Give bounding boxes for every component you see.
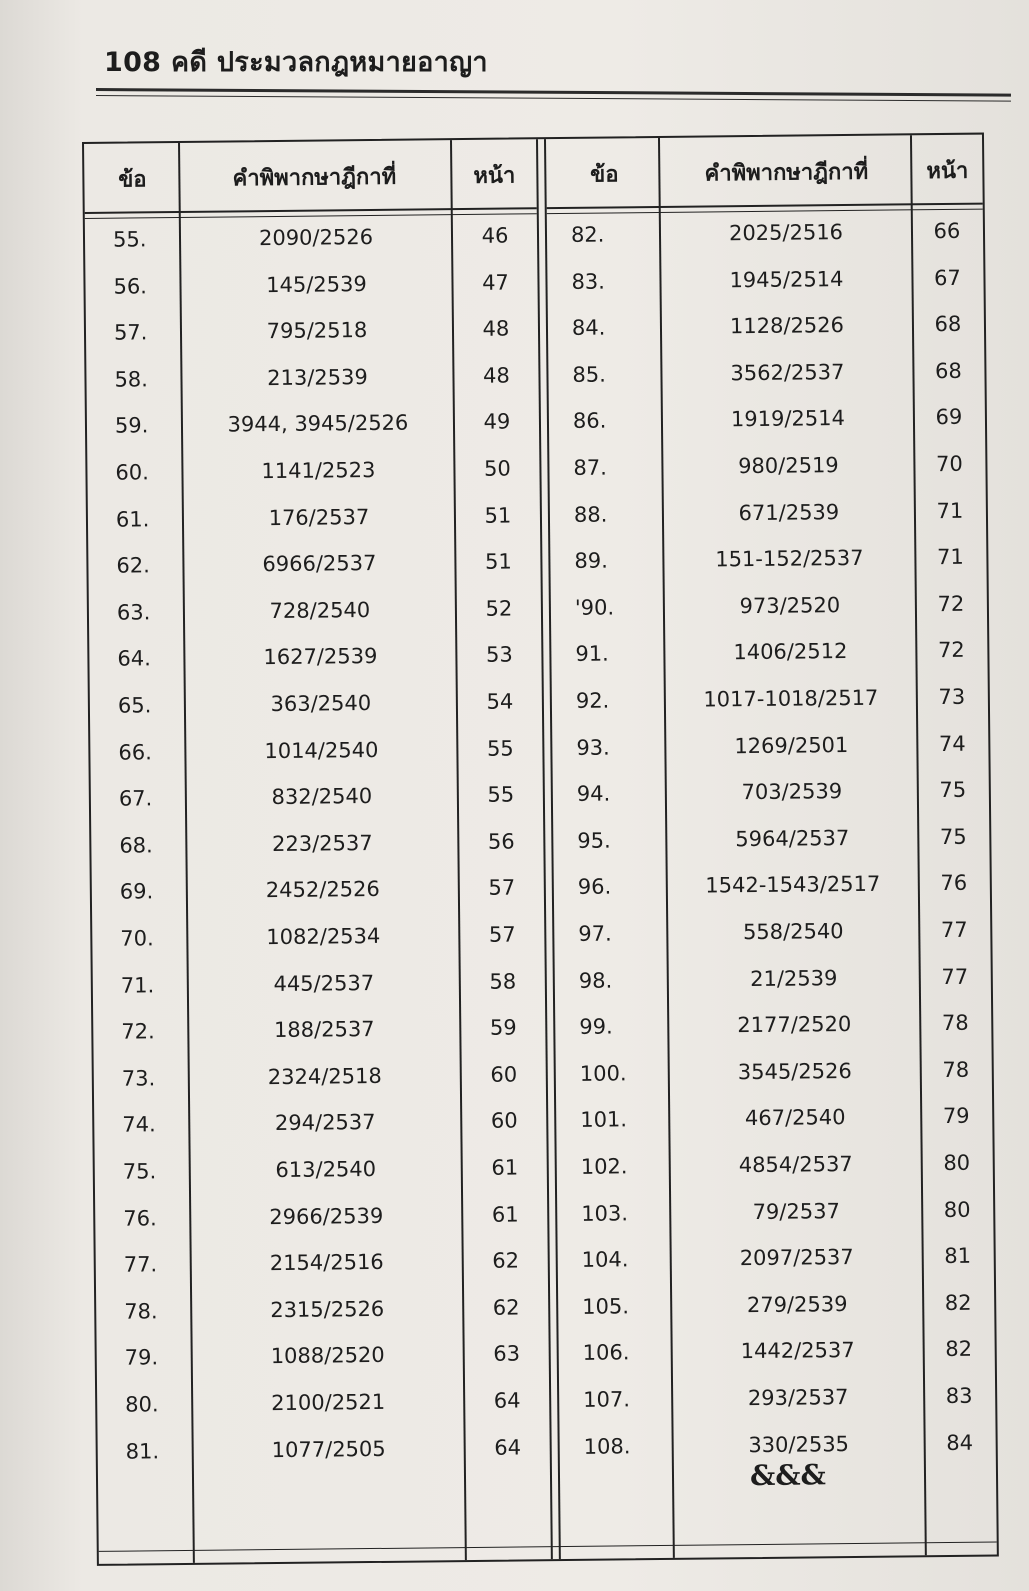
cell-case: 3944, 3945/2526 — [227, 410, 409, 437]
table-row — [88, 495, 540, 547]
table-row — [554, 863, 990, 915]
table-row — [92, 868, 544, 920]
cell-page: 84 — [946, 1430, 974, 1455]
cell-page: 51 — [484, 549, 512, 574]
table-row — [559, 1376, 995, 1428]
cell-case: 703/2539 — [741, 779, 843, 805]
header-rule-thin — [96, 95, 1011, 102]
cell-page: 64 — [493, 1388, 521, 1413]
cell-case: 1269/2501 — [734, 732, 849, 758]
cell-no: 104. — [581, 1247, 629, 1273]
cell-no: 56. — [113, 273, 148, 299]
cell-no: 92. — [575, 688, 610, 713]
cell-page: 82 — [945, 1337, 973, 1362]
table-row — [96, 1240, 548, 1292]
table-row — [96, 1287, 548, 1339]
cell-case: 728/2540 — [269, 597, 371, 623]
cell-no: 68. — [119, 833, 153, 858]
cell-page: 83 — [945, 1383, 973, 1409]
table-row — [87, 448, 539, 500]
cell-case: 1406/2512 — [733, 639, 848, 665]
table-row — [552, 723, 988, 775]
cell-no: 84. — [571, 315, 606, 341]
table-row — [86, 355, 538, 407]
cell-page: 69 — [935, 405, 963, 430]
cell-page: 71 — [936, 498, 964, 523]
cell-case: 293/2537 — [747, 1385, 849, 1411]
table-row — [559, 1422, 995, 1474]
cell-case: 145/2539 — [266, 271, 367, 297]
cell-page: 73 — [938, 684, 966, 710]
cell-case: 2097/2537 — [739, 1245, 854, 1271]
cell-no: 69. — [119, 879, 154, 905]
cell-page: 80 — [943, 1197, 971, 1222]
cell-no: 73. — [121, 1066, 156, 1091]
cell-case: 445/2537 — [273, 970, 375, 996]
cell-page: 48 — [482, 316, 510, 342]
table-row — [557, 1143, 993, 1195]
cell-case: 4854/2537 — [738, 1151, 853, 1178]
cell-case: 613/2540 — [275, 1156, 377, 1183]
cell-no: 57. — [113, 320, 148, 345]
cell-page: 60 — [490, 1062, 518, 1087]
cell-case: 294/2537 — [274, 1110, 376, 1136]
table-row — [93, 1007, 545, 1059]
cell-page: 46 — [481, 223, 509, 248]
table-row — [89, 588, 541, 640]
cell-case: 1542-1543/2517 — [705, 872, 881, 898]
table-row — [95, 1194, 547, 1246]
cell-page: 56 — [487, 829, 515, 854]
cell-no: 88. — [573, 502, 608, 527]
table-row — [90, 728, 542, 780]
cell-case: 3562/2537 — [730, 359, 845, 386]
cell-page: 81 — [944, 1243, 972, 1269]
table-row — [557, 1189, 993, 1241]
table-row — [86, 308, 538, 360]
cell-no: 94. — [576, 781, 611, 807]
cell-case: 1077/2505 — [271, 1436, 386, 1462]
cell-no: 101. — [580, 1107, 628, 1133]
cell-no: 95. — [577, 828, 611, 853]
cell-case: 2177/2520 — [737, 1012, 852, 1038]
cell-case: 1627/2539 — [263, 644, 378, 670]
cell-page: 63 — [493, 1341, 521, 1367]
cell-case: 6966/2537 — [262, 551, 377, 577]
table-row — [556, 1049, 992, 1101]
cell-case: 151-152/2537 — [715, 546, 864, 572]
table-row — [551, 583, 987, 635]
cell-case: 1082/2534 — [266, 923, 381, 950]
cell-no: 102. — [580, 1154, 628, 1179]
cell-case: 223/2537 — [271, 830, 373, 856]
cell-page: 78 — [941, 1010, 969, 1036]
cell-no: 93. — [576, 735, 610, 760]
cell-case: 558/2540 — [742, 919, 844, 945]
cell-case: 363/2540 — [270, 691, 372, 717]
table-row — [549, 444, 985, 496]
cell-case: 671/2539 — [738, 499, 840, 525]
cell-page: 47 — [481, 270, 509, 295]
cell-no: 67. — [118, 786, 153, 811]
cell-no: 74. — [122, 1112, 156, 1138]
header-no: ข้อ — [118, 167, 147, 193]
cell-no: 97. — [578, 921, 612, 946]
cell-page: 66 — [933, 218, 961, 244]
table-row — [553, 770, 989, 822]
table-row — [94, 1054, 546, 1106]
cell-case: 973/2520 — [739, 592, 841, 618]
table-row — [85, 262, 537, 314]
table-row — [89, 635, 541, 687]
table-row — [548, 304, 984, 356]
cell-no: 105. — [582, 1294, 630, 1319]
cell-page: 77 — [941, 964, 969, 989]
cell-case: 330/2535 — [748, 1431, 850, 1457]
cell-no: 75. — [122, 1159, 157, 1184]
cell-case: 467/2540 — [744, 1105, 846, 1131]
cell-case: 2090/2526 — [258, 224, 374, 251]
cell-no: 87. — [573, 455, 607, 480]
cell-no: 99. — [579, 1014, 613, 1040]
cell-page: 57 — [488, 922, 516, 947]
cell-no: 96. — [577, 874, 612, 900]
cell-case: 2324/2518 — [267, 1063, 382, 1089]
cell-no: 72. — [121, 1019, 155, 1044]
table-row — [559, 1329, 995, 1381]
header-page: หน้า — [926, 158, 969, 185]
cell-case: 1945/2514 — [729, 266, 844, 292]
cell-no: 83. — [571, 269, 606, 294]
table-row — [87, 402, 539, 454]
cell-case: 279/2539 — [746, 1291, 848, 1317]
cell-case: 2966/2539 — [269, 1203, 384, 1229]
cell-page: 67 — [933, 265, 961, 290]
cell-case: 188/2537 — [273, 1017, 375, 1043]
cell-no: 64. — [117, 646, 151, 672]
cell-page: 72 — [937, 591, 965, 616]
cell-case: 79/2537 — [752, 1198, 840, 1224]
cell-page: 51 — [484, 503, 512, 528]
cell-no: 79. — [124, 1345, 159, 1371]
cell-page: 75 — [939, 824, 967, 849]
cell-page: 62 — [492, 1295, 520, 1320]
cell-no: 81. — [125, 1438, 160, 1464]
cell-no: 98. — [578, 968, 613, 993]
table-row — [88, 541, 540, 593]
cell-page: 62 — [492, 1248, 520, 1273]
cell-no: 59. — [114, 413, 149, 439]
cell-no: 61. — [115, 506, 150, 532]
cell-case: 2100/2521 — [271, 1389, 386, 1416]
cell-page: 54 — [486, 689, 514, 714]
cell-case: 2154/2516 — [269, 1250, 384, 1276]
cell-page: 60 — [490, 1108, 518, 1134]
table-row — [97, 1380, 549, 1432]
cell-case: 21/2539 — [750, 965, 838, 991]
cell-case: 1128/2526 — [729, 313, 845, 339]
table-row — [555, 1003, 991, 1055]
cell-page: 70 — [935, 451, 963, 477]
table-row — [85, 215, 537, 267]
cell-case: 1014/2540 — [264, 737, 379, 763]
cell-no: 58. — [114, 367, 149, 392]
cell-page: 68 — [934, 358, 962, 383]
cell-no: 91. — [575, 641, 609, 667]
table-row — [558, 1236, 994, 1288]
header-case: คำพิพากษาฎีกาที่ — [232, 164, 397, 192]
header-no: ข้อ — [590, 162, 619, 188]
cell-page: 61 — [491, 1155, 519, 1180]
page-title: 108 คดี ประมวลกฎหมายอาญา — [104, 47, 488, 78]
cell-page: 82 — [944, 1290, 972, 1315]
cell-no: 108. — [583, 1433, 631, 1459]
table-row — [548, 350, 984, 402]
table-row — [94, 1101, 546, 1153]
cell-case: 1088/2520 — [270, 1343, 385, 1369]
cell-page: 55 — [486, 736, 514, 761]
cell-case: 5964/2537 — [735, 825, 850, 851]
cell-no: 78. — [124, 1299, 158, 1324]
cell-no: 89. — [574, 548, 608, 574]
cell-no: 63. — [116, 600, 151, 625]
cell-page: 80 — [943, 1150, 971, 1176]
cell-case: 2315/2526 — [270, 1296, 385, 1322]
header-case: คำพิพากษาฎีกาที่ — [704, 159, 869, 187]
cell-no: 100. — [579, 1061, 627, 1086]
table-row — [90, 681, 542, 733]
cell-no: 76. — [123, 1205, 157, 1231]
table-row — [547, 257, 983, 309]
cell-case: 176/2537 — [268, 504, 370, 530]
table-row — [547, 211, 983, 263]
cell-case: 1017-1018/2517 — [703, 685, 879, 712]
table-row — [93, 961, 545, 1013]
table-row — [552, 677, 988, 729]
case-index-table — [82, 133, 999, 1566]
cell-case: 980/2519 — [737, 453, 839, 479]
cell-page: 64 — [494, 1435, 522, 1460]
cell-case: 2452/2526 — [265, 877, 380, 903]
cell-page: 55 — [487, 782, 515, 807]
cell-page: 74 — [938, 731, 966, 756]
cell-no: '90. — [574, 595, 615, 620]
cell-case: 1919/2514 — [730, 406, 846, 432]
cell-case: 1141/2523 — [261, 457, 376, 484]
cell-page: 57 — [488, 875, 516, 901]
table-row — [98, 1427, 550, 1479]
cell-no: 55. — [112, 227, 147, 252]
cell-page: 58 — [489, 969, 517, 994]
table-row — [549, 397, 985, 449]
table-row — [551, 630, 987, 682]
cell-no: 65. — [117, 693, 152, 718]
table-header-right — [546, 135, 983, 210]
cell-case: 832/2540 — [271, 784, 373, 810]
cell-no: 70. — [120, 926, 154, 951]
cell-page: 49 — [483, 409, 511, 435]
cell-page: 53 — [485, 642, 513, 668]
cell-no: 77. — [123, 1252, 158, 1277]
cell-no: 86. — [572, 408, 607, 434]
table-row — [554, 910, 990, 962]
cell-case: 1442/2537 — [740, 1338, 855, 1364]
table-row — [555, 956, 991, 1008]
table-row — [556, 1096, 992, 1148]
cell-page: 50 — [483, 456, 511, 481]
table-row — [97, 1334, 549, 1386]
cell-no: 71. — [120, 972, 155, 998]
cell-page: 72 — [937, 638, 965, 663]
cell-case: 3545/2526 — [737, 1058, 852, 1084]
cell-no: 82. — [570, 222, 605, 247]
cell-no: 60. — [115, 460, 149, 485]
table-right-half — [544, 135, 997, 1560]
table-row — [91, 821, 543, 873]
cell-page: 52 — [485, 596, 513, 621]
header-page: หน้า — [473, 163, 516, 189]
cell-no: 103. — [581, 1200, 629, 1226]
table-left-half — [84, 139, 553, 1564]
cell-no: 62. — [116, 553, 150, 578]
cell-page: 79 — [942, 1104, 970, 1129]
end-mark: &&& — [749, 1458, 827, 1493]
cell-page: 59 — [489, 1015, 517, 1040]
cell-case: 2025/2516 — [728, 220, 844, 246]
cell-no: 85. — [572, 362, 606, 387]
table-row — [553, 816, 989, 868]
table-row — [550, 537, 986, 589]
table-row — [91, 774, 543, 826]
cell-page: 71 — [936, 544, 964, 570]
cell-no: 107. — [583, 1387, 631, 1412]
table-row — [92, 914, 544, 966]
table-row — [550, 490, 986, 542]
cell-no: 80. — [125, 1392, 159, 1417]
cell-page: 61 — [491, 1202, 519, 1227]
table-row — [558, 1282, 994, 1334]
cell-page: 76 — [940, 871, 968, 896]
cell-page: 75 — [939, 777, 967, 803]
cell-no: 106. — [582, 1340, 630, 1366]
table-header-left — [84, 139, 537, 214]
cell-case: 795/2518 — [266, 318, 368, 344]
cell-case: 213/2539 — [267, 364, 368, 390]
cell-no: 66. — [118, 739, 152, 765]
cell-page: 48 — [482, 363, 510, 388]
cell-page: 68 — [934, 311, 962, 337]
table-row — [95, 1147, 547, 1199]
cell-page: 78 — [942, 1057, 970, 1082]
cell-page: 77 — [940, 917, 968, 943]
